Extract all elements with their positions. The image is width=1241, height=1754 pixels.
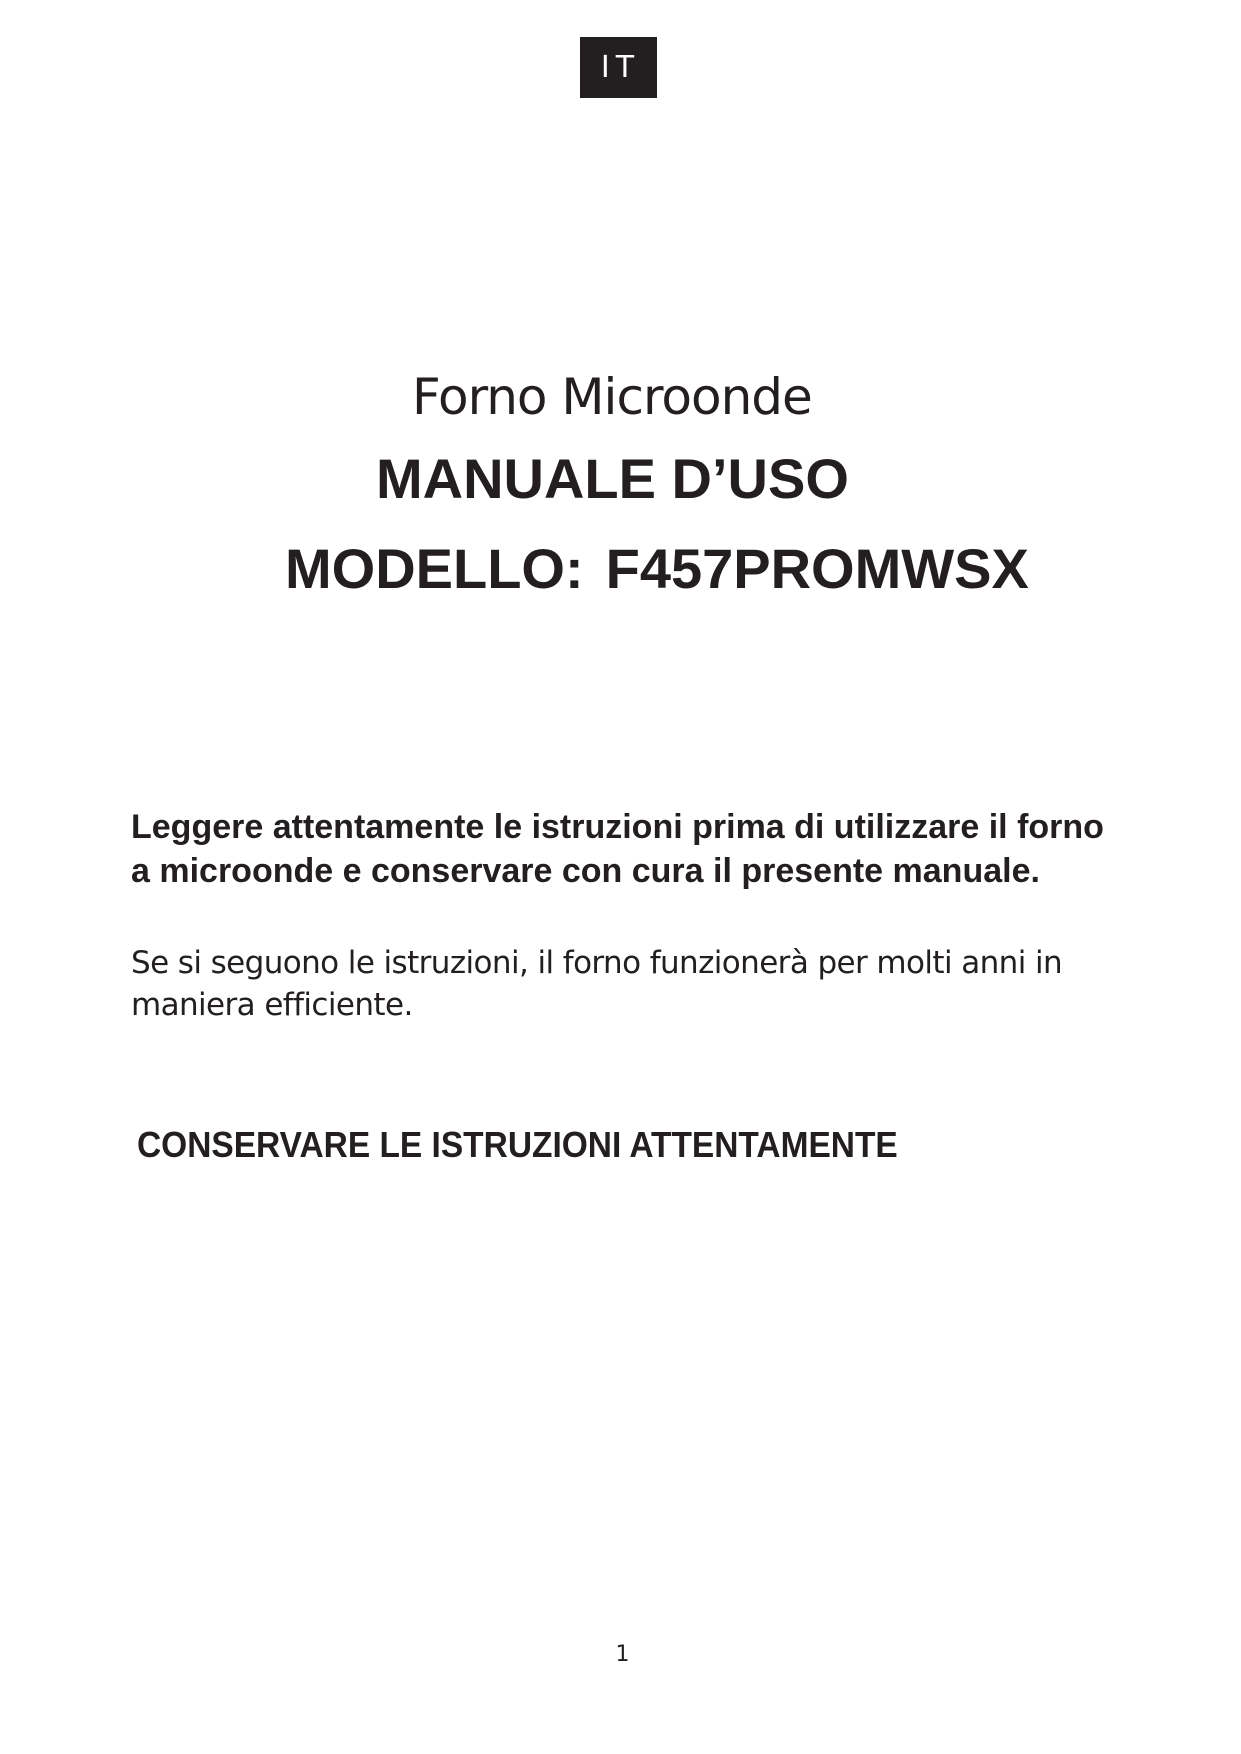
model-label: MODELLO: [285, 537, 584, 600]
intro-note: Se si seguono le istruzioni, il forno funzionerà per molti anni in maniera efficiente. [131, 945, 1063, 1023]
model-line [285, 536, 1029, 601]
model-value: F457PROMWSX [605, 537, 1029, 600]
intro-warning: Leggere attentamente le istruzioni prima di utilizzare il forno a microonde e conservare con cura il presente manuale. [131, 808, 1104, 890]
keep-instructions-heading: CONSERVARE LE ISTRUZIONI ATTENTAMENTE [137, 1124, 898, 1165]
document-title: MANUALE D’USO [376, 447, 849, 510]
page-number: 1 [615, 1642, 630, 1667]
document-subtitle: Forno Microonde [412, 368, 812, 426]
language-badge: IT [580, 37, 657, 98]
